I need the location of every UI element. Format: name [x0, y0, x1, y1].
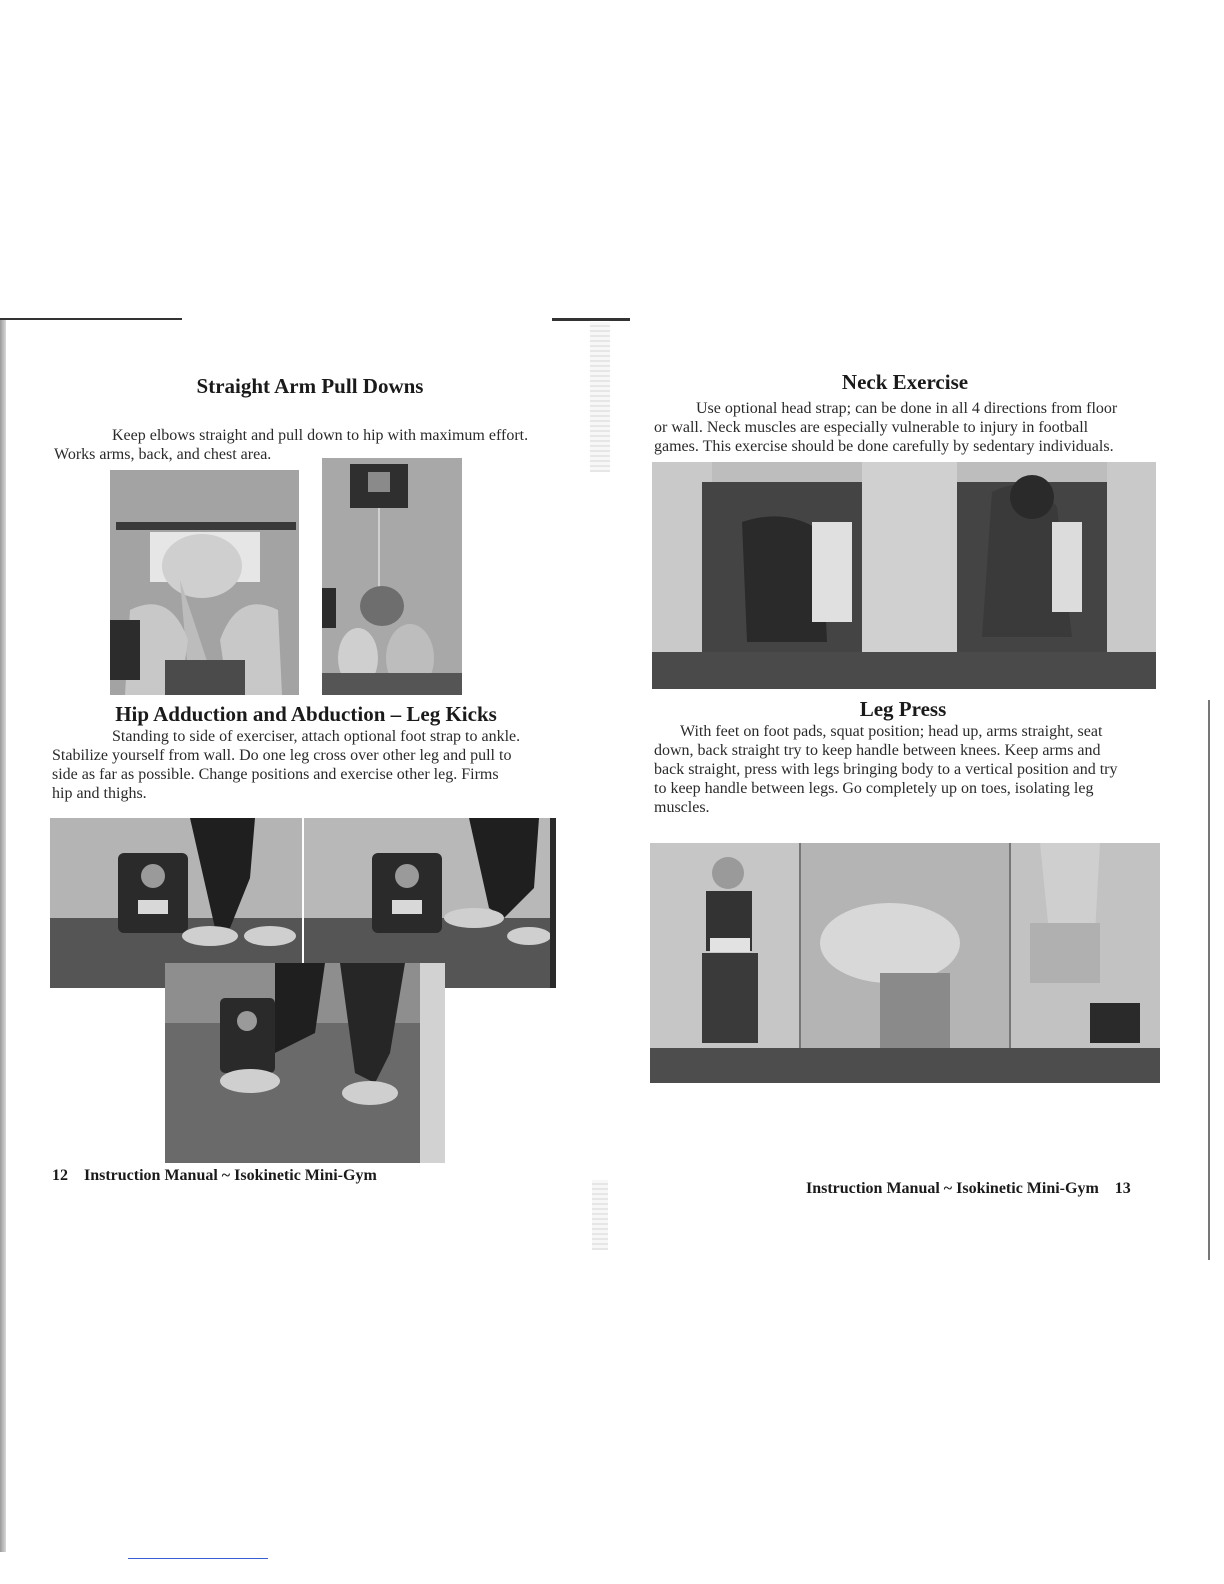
text-line: side as far as possible. Change positions and exercise other leg. Firms: [52, 766, 499, 783]
text-line: With feet on foot pads, squat position; head up, arms straight, seat: [680, 723, 1103, 740]
section-text-neck-exercise: [654, 399, 1164, 456]
section-text-hip-adduction-abduction: [52, 727, 572, 803]
page-number: 13: [1114, 1180, 1131, 1197]
text-line: Use optional head strap; can be done in all 4 directions from floor: [696, 400, 1118, 417]
text-line: Standing to side of exerciser, attach optional foot strap to ankle.: [112, 728, 521, 745]
bottom-blue-line: [128, 1558, 268, 1559]
footer-title: Instruction Manual ~ Isokinetic Mini-Gym: [84, 1167, 377, 1184]
section-text-straight-arm-pull-downs: [54, 426, 574, 464]
footer-title: Instruction Manual ~ Isokinetic Mini-Gym: [806, 1180, 1099, 1197]
top-center-rule: [552, 318, 630, 321]
text-line: to keep handle between legs. Go completely up on toes, isolating leg: [654, 780, 1094, 797]
text-line: down, back straight try to keep handle between knees. Keep arms and: [654, 742, 1101, 759]
pull-down-side-view-photo: [322, 458, 462, 695]
leg-press-photo: [650, 843, 1160, 1083]
text-line: back straight, press with legs bringing body to a vertical position and try: [654, 761, 1118, 778]
center-gutter-shadow-lower: [592, 1180, 608, 1250]
page-number: 12: [52, 1167, 68, 1184]
leg-kick-photo-3: [165, 963, 445, 1163]
left-page-footer: [52, 1167, 377, 1185]
section-title-straight-arm-pull-downs: Straight Arm Pull Downs: [196, 374, 424, 398]
section-title-hip-adduction-abduction: Hip Adduction and Abduction – Leg Kicks: [115, 702, 497, 726]
text-line: hip and thighs.: [52, 785, 147, 802]
neck-exercise-photo: [652, 462, 1156, 689]
text-line: games. This exercise should be done carefully by sedentary individuals.: [654, 438, 1114, 455]
section-title-neck-exercise: Neck Exercise: [841, 370, 969, 394]
section-text-leg-press: [654, 722, 1164, 817]
text-line: Works arms, back, and chest area.: [54, 446, 272, 463]
top-left-rule: [0, 318, 182, 320]
text-line: or wall. Neck muscles are especially vulnerable to injury in football: [654, 419, 1089, 436]
section-title-leg-press: Leg Press: [859, 697, 947, 721]
text-line: Keep elbows straight and pull down to hip with maximum effort.: [112, 427, 529, 444]
pull-down-back-view-photo: [110, 470, 299, 695]
right-edge-rule: [1208, 700, 1210, 1260]
right-page-footer: [806, 1180, 1131, 1198]
text-line: Stabilize yourself from wall. Do one leg cross over other leg and pull to: [52, 747, 512, 764]
center-gutter-shadow: [590, 322, 610, 472]
text-line: muscles.: [654, 799, 710, 816]
left-scan-edge: [0, 318, 6, 1552]
